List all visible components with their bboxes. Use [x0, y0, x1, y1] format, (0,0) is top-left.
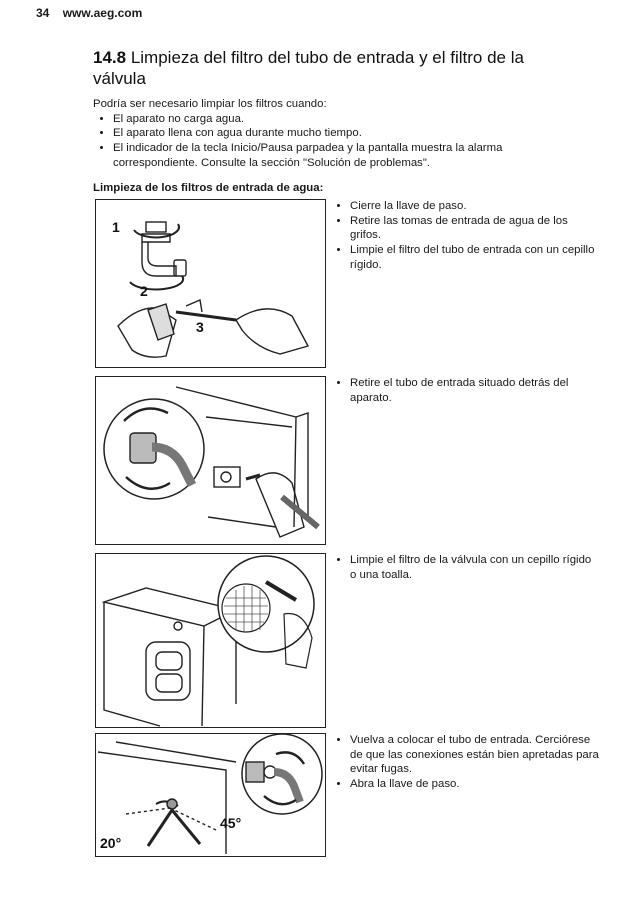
figure-remove-hose — [95, 376, 326, 545]
remove-hose-illustration — [96, 377, 325, 544]
detail-circle — [218, 556, 314, 652]
intro-list — [93, 112, 563, 171]
figure-tap-filter — [95, 199, 326, 368]
page-number: 34 — [36, 6, 50, 20]
step-4-bullet: • Abra la llave de paso. — [350, 777, 600, 792]
step-3-text — [330, 553, 600, 582]
clean-valve-illustration — [96, 554, 325, 727]
label-1: 1 — [112, 219, 120, 235]
subheading: Limpieza de los filtros de entrada de agua: — [93, 182, 324, 194]
section-title — [93, 47, 573, 89]
tap-brush-illustration — [96, 200, 325, 367]
section-title-text: Limpieza del filtro del tubo de entrada y el filtro de la válvula — [93, 48, 524, 88]
washer-door — [146, 642, 190, 700]
label-2: 2 — [140, 283, 148, 299]
intro-bullet: • El indicador de la tecla Inicio/Pausa parpadea y la pantalla muestra la alarma correspondiente. Consulte la sección "Solución de problemas". — [113, 141, 563, 170]
step-1-bullet: • Limpie el filtro del tubo de entrada con un cepillo rígido. — [350, 243, 600, 272]
step-4-text — [330, 733, 600, 792]
step-2-text — [330, 376, 600, 405]
section-number: 14.8 — [93, 48, 127, 67]
figure-clean-valve-filter — [95, 553, 326, 728]
valve-socket — [214, 467, 240, 487]
step-3-bullet: • Limpie el filtro de la válvula con un cepillo rígido o una toalla. — [350, 553, 600, 582]
reinstall-hose-illustration — [96, 734, 325, 856]
intro-block — [93, 97, 563, 171]
figure-reinstall-hose — [95, 733, 326, 857]
tap-handle-icon — [146, 222, 166, 232]
intro-bullet: • El aparato no carga agua. — [113, 112, 563, 127]
step-1-text — [330, 199, 600, 273]
angle-20-label: 20° — [100, 835, 122, 851]
step-2-bullet: • Retire el tubo de entrada situado detrás del aparato. — [350, 376, 600, 405]
page-header — [36, 6, 142, 20]
intro-bullet: • El aparato llena con agua durante mucho tiempo. — [113, 126, 563, 141]
website-url[interactable]: www.aeg.com — [62, 6, 143, 20]
angle-45-label: 45° — [220, 815, 242, 831]
step-1-bullet: • Cierre la llave de paso. — [350, 199, 600, 214]
step-1-bullet: • Retire las tomas de entrada de agua de los grifos. — [350, 214, 600, 243]
step-4-bullet: • Vuelva a colocar el tubo de entrada. Cerciórese de que las conexiones están bien apretadas para evitar fugas. — [350, 733, 600, 777]
intro-lead: Podría ser necesario limpiar los filtros cuando: — [93, 98, 327, 110]
label-3: 3 — [196, 319, 204, 335]
